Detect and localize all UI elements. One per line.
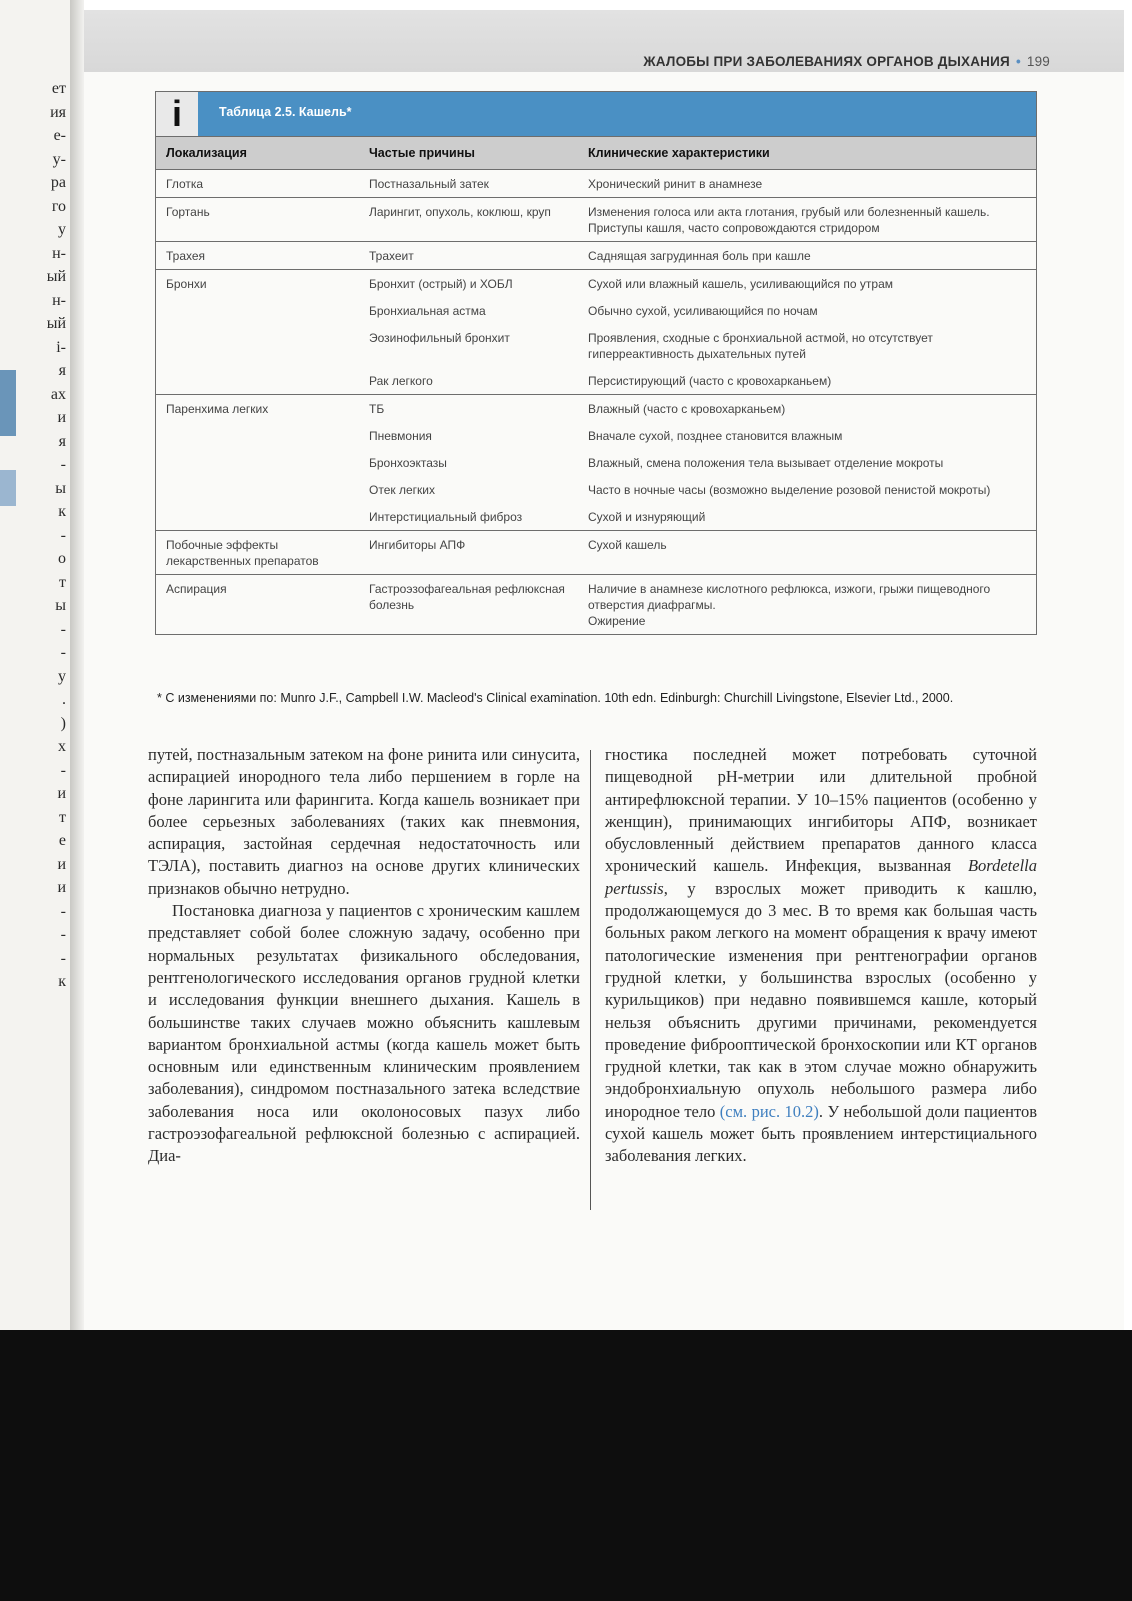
left-page-text-fragment: го — [51, 197, 66, 215]
left-page-text-fragment: н- — [52, 244, 66, 262]
left-page-text-fragment: - — [60, 902, 66, 920]
left-page-text-fragment: ) — [60, 714, 66, 732]
info-icon: i — [156, 92, 198, 136]
table-row — [156, 449, 1036, 476]
left-page-text-fragment: к — [58, 973, 66, 990]
left-page-text-fragment: х — [58, 738, 66, 755]
table-row — [156, 270, 1036, 298]
left-page-text-fragment: и — [57, 879, 66, 896]
left-page-text-fragment: - — [60, 761, 66, 779]
table-title: Таблица 2.5. Кашель* — [219, 105, 352, 119]
table-row — [156, 242, 1036, 270]
left-page-text-fragment: ый — [46, 315, 66, 332]
table-cell-char: Вначале сухой, позднее становится влажным — [588, 429, 843, 443]
table-cell-char: Саднящая загрудинная боль при кашле — [578, 242, 1036, 270]
table-cell-cause: Эозинофильный бронхит — [369, 331, 510, 345]
table-cell-cause: Ларингит, опухоль, коклюш, круп — [359, 198, 578, 242]
left-page-text-fragment: ра — [50, 174, 66, 191]
table-cell-loc — [156, 449, 359, 476]
table-cell-char: Изменения голоса или акта глотания, грубый или болезненный кашель. Приступы кашля, часто сопровождаются стридором — [578, 198, 1036, 242]
table-cell-loc: Глотка — [156, 170, 359, 198]
table-cell-cause: Постназальный затек — [359, 170, 578, 198]
paragraph: гностика последней может потребовать суточной пищеводной pH-метрии или длительной пробной антирефлюксной терапии. У 10–15% пациентов (особенно у женщин), принимающих ингибиторы АПФ, возникает обусловленный действием препаратов данного класса хронический кашель. Инфекция, вызванная Bordetella pertussis, у взрослых может приводить к кашлю, продолжающемуся до 3 мес. В то время как большая часть больных раком легкого на момент обращения к врачу имеют патологические изменения при рентгенографии органов грудной клетки, у большинства взрослых (особенно у курильщиков) при недавно появившемся кашле, который нельзя объяснить другими причинами, рекомендуется проведение фиброоптической бронхоскопии или КТ органов грудной клетки, так как в этом случае можно обнаружить эндобронхиальную опухоль небольшого размера либо инородное тело (см. рис. 10.2). У небольшой доли пациентов сухой кашель может быть проявлением интерстициального заболевания легких. — [605, 745, 1037, 1166]
table-cell-loc: Бронхи — [156, 270, 359, 298]
table-row — [156, 395, 1036, 423]
left-page-text-fragment: у- — [52, 150, 66, 168]
running-head-separator: • — [1015, 54, 1021, 69]
paragraph: Постановка диагноза у пациентов с хроническим кашлем представляет собой более сложную задачу, особенно при нормальных результатах физикального обследования, рентгенологического исследования органов грудной клетки и исследования функции внешнего дыхания. Кашель в большинстве таких случаев можно объяснить кашлевым вариантом бронхиальной астмы (когда кашель может быть основным или единственным клиническим проявлением заболевания), синдромом постназального затека вследствие заболевания носа или околоносовых пазух либо гастроэзофагеальной рефлюксной болезнью с аспирацией. Диа- — [148, 901, 580, 1166]
left-page-text-fragment: и — [57, 785, 66, 802]
table-cell-cause: Трахеит — [359, 242, 578, 270]
table-cell-loc: Аспирация — [156, 575, 359, 635]
table-row — [156, 198, 1036, 242]
table-row — [156, 503, 1036, 531]
left-page-text-fragment: - — [60, 620, 66, 638]
body-column-right — [605, 744, 1037, 1168]
table-cell-char: Сухой кашель — [578, 531, 1036, 575]
paragraph: путей, постназальным затеком на фоне ринита или синусита, аспирацией инородного тела либо першением в горле на фоне ларингита или фарингита. Когда кашель возникает при более серьезных заболеваниях (таких как пневмония, аспирация, застойная сердечная недостаточность или ТЭЛА), поставить диагноз на основе других клинических признаков обычно нетрудно. — [148, 745, 580, 898]
left-page-edge — [0, 0, 70, 1365]
table-row — [156, 297, 1036, 324]
table-row — [156, 367, 1036, 395]
table-cell-char: Часто в ночные часы (возможно выделение розовой пенистой мокроты) — [588, 483, 991, 497]
table-cell-char: Наличие в анамнезе кислотного рефлюкса, изжоги, грыжи пищеводного отверстия диафрагмы. Ожирение — [578, 575, 1036, 635]
left-page-text-fragment: я — [58, 432, 66, 450]
table-cell-loc — [156, 367, 359, 395]
table-cell-cause: Пневмония — [369, 429, 432, 443]
left-page-text-fragment: к — [58, 503, 66, 520]
table-cell-loc — [156, 324, 359, 367]
page-number: 199 — [1026, 54, 1050, 69]
left-page-text-fragment: ый — [46, 268, 66, 285]
table-cell-cause: Отек легких — [369, 483, 435, 497]
left-page-text-fragment: - — [60, 926, 66, 943]
table-header-row — [156, 137, 1036, 170]
left-page-text-fragment: ы — [55, 597, 66, 614]
table-cell-char: Проявления, сходные с бронхиальной астмой, но отсутствует гиперреактивность дыхательных путей — [588, 331, 933, 361]
table-row — [156, 170, 1036, 198]
left-page-text-fragment: у — [58, 221, 66, 238]
table-row — [156, 476, 1036, 503]
table-cell-loc: Паренхима легких — [156, 395, 359, 423]
table-cell-loc: Гортань — [156, 198, 359, 242]
table-cell-cause: Гастроэзофагеальная рефлюксная болезнь — [359, 575, 578, 635]
table-footnote: * С изменениями по: Munro J.F., Campbell I.W. Macleod's Clinical examination. 10th edn. Edinburgh: Churchill Livingstone, Elsevier Ltd., 2000. — [157, 691, 954, 705]
scanner-background — [0, 1330, 1132, 1601]
species-name: Bordetella pertussis — [605, 856, 1037, 898]
table-cell-cause: Бронхит (острый) и ХОБЛ — [359, 270, 578, 298]
left-page-color-bar — [0, 370, 16, 436]
left-page-text-fragment: о — [58, 550, 66, 567]
table-cell-cause: Интерстициальный фиброз — [369, 510, 523, 524]
left-page-color-bar-small — [0, 470, 16, 506]
left-page-text-fragment: и — [57, 855, 66, 873]
left-page-text-fragment: е — [58, 832, 66, 849]
table-row — [156, 422, 1036, 449]
column-header-causes: Частые причины — [359, 137, 578, 170]
table-cell-loc — [156, 503, 359, 531]
running-head-title: ЖАЛОБЫ ПРИ ЗАБОЛЕВАНИЯХ ОРГАНОВ ДЫХАНИЯ — [643, 54, 1010, 69]
book-page — [84, 10, 1124, 1365]
table-cell-char: Сухой и изнуряющий — [588, 510, 706, 524]
left-page-text-fragment: я — [58, 362, 66, 379]
figure-reference-link[interactable]: (см. рис. 10.2) — [719, 1101, 819, 1121]
left-page-text-fragment: т — [59, 808, 66, 826]
table-cell-loc: Побочные эффекты лекарственных препаратов — [156, 531, 359, 575]
book-gutter — [70, 0, 84, 1365]
left-page-text-fragment: ия — [50, 103, 66, 121]
left-page-text-fragment: ах — [50, 385, 66, 403]
table-cell-cause: ТБ — [359, 395, 578, 423]
column-header-localization: Локализация — [156, 137, 359, 170]
table-cell-char: Хронический ринит в анамнезе — [578, 170, 1036, 198]
table-cell-cause: Рак легкого — [369, 374, 433, 388]
left-page-text-fragment: н- — [52, 291, 66, 309]
table-cell-loc — [156, 422, 359, 449]
table-cell-cause: Бронхоэктазы — [369, 456, 447, 470]
table-cell-loc — [156, 297, 359, 324]
table-row — [156, 324, 1036, 367]
table-cell-char: Обычно сухой, усиливающийся по ночам — [588, 304, 818, 318]
table-row — [156, 575, 1036, 635]
running-head — [643, 54, 1050, 69]
column-header-characteristics: Клинические характеристики — [578, 137, 1036, 170]
left-page-text-fragment: ет — [51, 80, 66, 97]
table-cell-cause: Бронхиальная астма — [369, 304, 486, 318]
table-cell-loc: Трахея — [156, 242, 359, 270]
table-cell-char: Влажный, смена положения тела вызывает отделение мокроты — [588, 456, 944, 470]
table-title-bar — [156, 92, 1036, 136]
body-column-left — [148, 744, 580, 1168]
left-page-text-fragment: . — [62, 691, 66, 708]
column-divider — [590, 750, 591, 1210]
table-row — [156, 531, 1036, 575]
left-page-text-fragment: - — [60, 949, 66, 967]
left-page-text-fragment: - — [60, 456, 66, 473]
table-cell-loc — [156, 476, 359, 503]
cough-table — [155, 91, 1037, 635]
left-page-text-fragment: т — [59, 573, 66, 591]
left-page-text-fragment: ы — [55, 479, 66, 497]
table-cell-char: Персистирующий (часто с кровохарканьем) — [588, 374, 832, 388]
table-cell-char: Сухой или влажный кашель, усиливающийся по утрам — [578, 270, 1036, 298]
table-cell-cause: Ингибиторы АПФ — [359, 531, 578, 575]
left-page-text-fragment: и — [57, 409, 66, 426]
table-cell-char: Влажный (часто с кровохарканьем) — [578, 395, 1036, 423]
left-page-text-fragment: і- — [56, 338, 66, 356]
left-page-text-fragment: у — [58, 667, 66, 685]
table-grid — [156, 136, 1036, 634]
left-page-text-fragment: - — [60, 644, 66, 661]
left-page-text-fragment: е- — [53, 127, 66, 144]
left-page-text-fragment: - — [60, 526, 66, 544]
